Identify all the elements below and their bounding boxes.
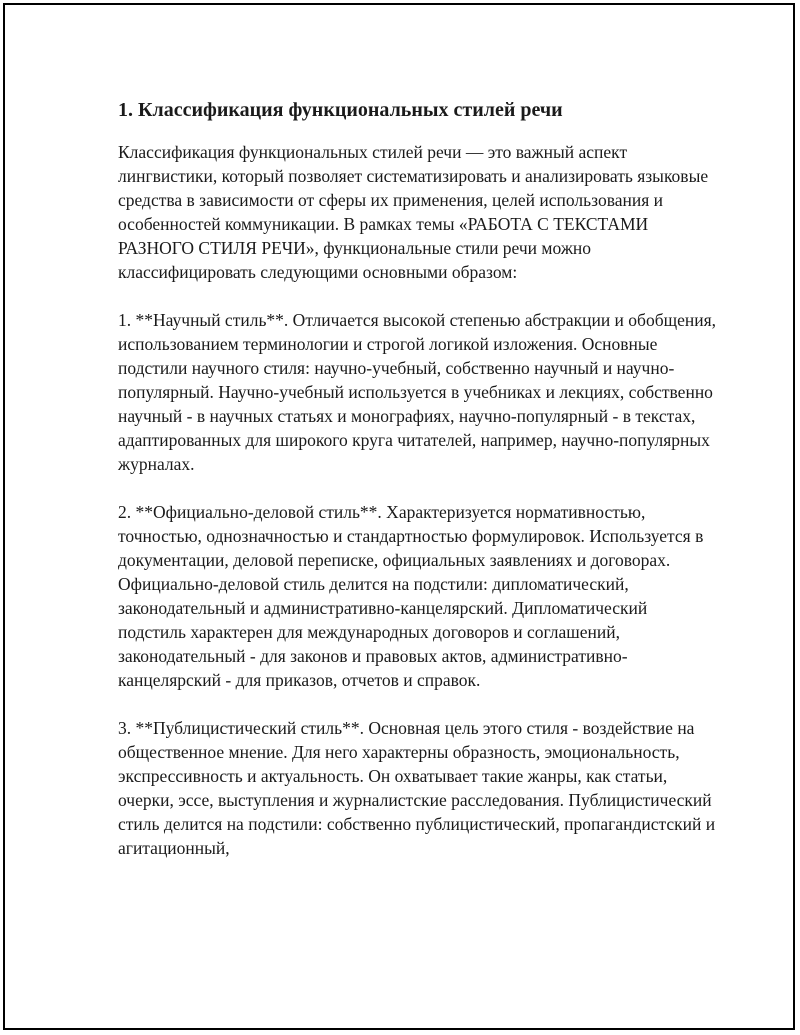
document-content bbox=[118, 96, 718, 884]
journalistic-style-paragraph: 3. **Публицистический стиль**. Основная цель этого стиля - воздействие на общественное мнение. Для него характерны образность, эмоциональность, экспрессивность и актуальность. Он охватывает такие жанры, как статьи, очерки, эссе, выступления и журналистские расследования. Публицистический стиль делится на подстили: собственно публицистический, пропагандистский и агитационный, bbox=[118, 718, 716, 858]
section-heading: 1. Классификация функциональных стилей речи bbox=[118, 99, 563, 121]
scientific-style-paragraph: 1. **Научный стиль**. Отличается высокой степенью абстракции и обобщения, использованием терминологии и строгой логикой изложения. Основные подстили научного стиля: научно-учебный, собственно научный и научно-популярный. Научно-учебный используется в учебниках и лекциях, собственно научный - в научных статьях и монографиях, научно-популярный - в текстах, адаптированных для широкого круга читателей, например, научно-популярных журналах. bbox=[118, 310, 716, 474]
document-page bbox=[3, 3, 795, 1030]
official-business-style-paragraph: 2. **Официально-деловой стиль**. Характеризуется нормативностью, точностью, однозначностью и стандартностью формулировок. Используется в документации, деловой переписке, официальных заявлениях и договорах. Официально-деловой стиль делится на подстили: дипломатический, законодательный и административно-канцелярский. Дипломатический подстиль характерен для международных договоров и соглашений, законодательный - для законов и правовых актов, административно-канцелярский - для приказов, отчетов и справок. bbox=[118, 502, 704, 690]
intro-paragraph: Классификация функциональных стилей речи — это важный аспект лингвистики, который позволяет систематизировать и анализировать языковые средства в зависимости от сферы их применения, целей использования и особенностей коммуникации. В рамках темы «РАБОТА С ТЕКСТАМИ РАЗНОГО СТИЛЯ РЕЧИ», функциональные стили речи можно классифицировать следующими основными образом: bbox=[118, 142, 709, 282]
